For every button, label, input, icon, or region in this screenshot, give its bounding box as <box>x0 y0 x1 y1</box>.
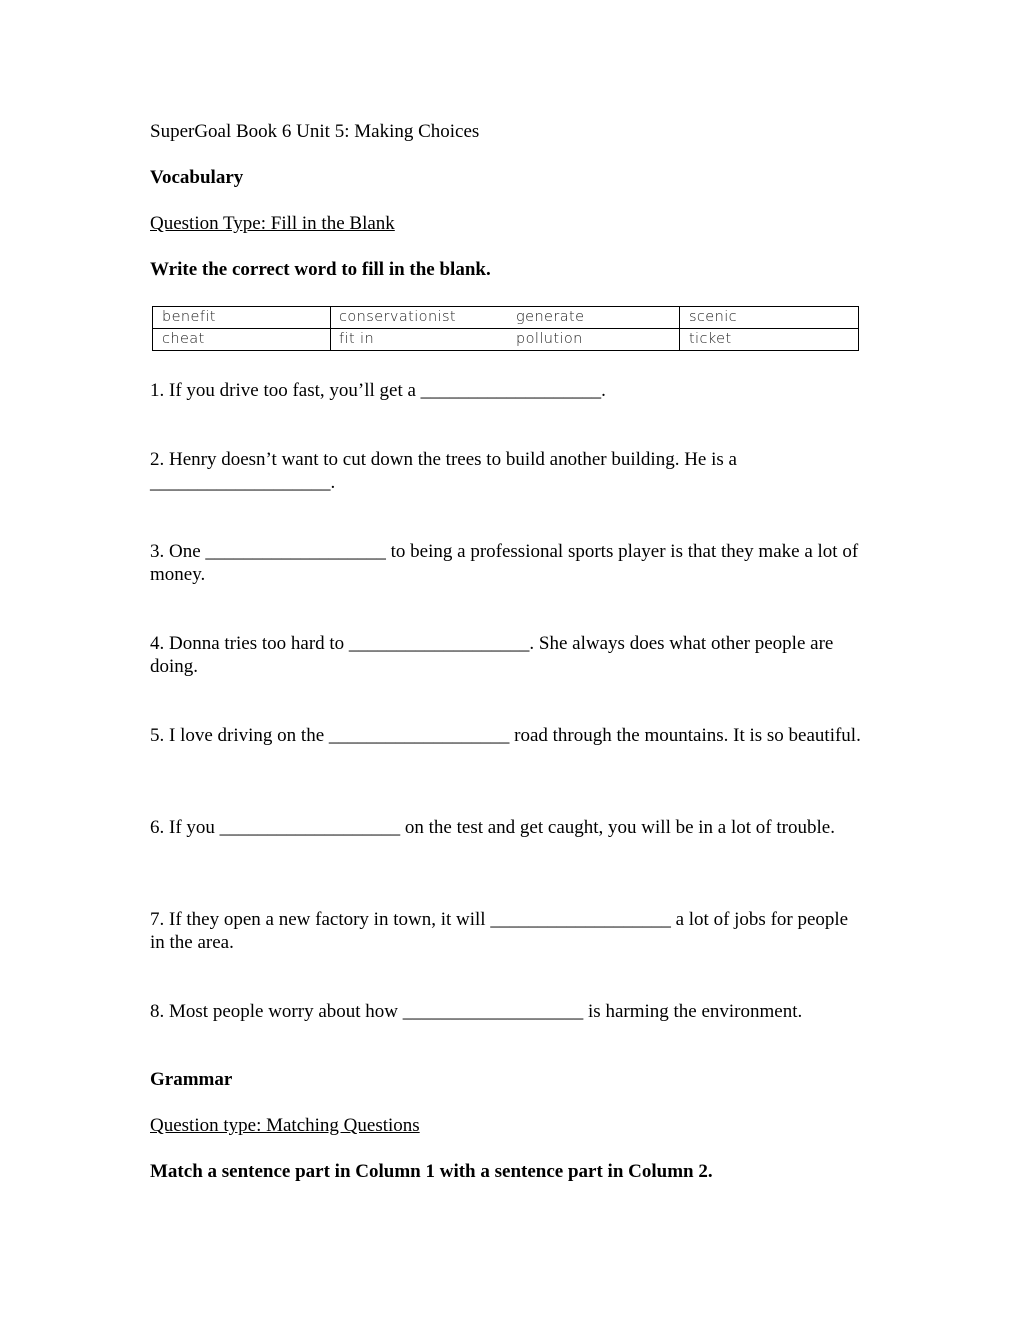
question-5: 5. I love driving on the ___________________ road through the mountains. It is so beautiful. <box>150 725 861 746</box>
question-2: 2. Henry doesn’t want to cut down the trees to build another building. He is a ___________________. <box>150 449 737 493</box>
question-3: 3. One ___________________ to being a professional sports player is that they make a lot of money. <box>150 541 859 585</box>
word-bank-cell-pair <box>331 307 680 329</box>
question-7: 7. If they open a new factory in town, it will ___________________ a lot of jobs for people in the area. <box>150 909 849 953</box>
grammar-question-type: Question type: Matching Questions <box>150 1115 420 1136</box>
word-bank-cell-pair <box>331 329 680 351</box>
word-bank-cell: ticket <box>679 329 858 351</box>
question-6: 6. If you ___________________ on the test and get caught, you will be in a lot of trouble. <box>150 817 835 838</box>
word-bank-cell: conservationist <box>339 309 456 325</box>
word-bank-cell: scenic <box>679 307 858 329</box>
question-4: 4. Donna tries too hard to ___________________. She always does what other people are doing. <box>150 633 834 677</box>
question-8: 8. Most people worry about how ___________________ is harming the environment. <box>150 1001 803 1022</box>
word-bank-row <box>153 307 859 329</box>
word-bank-cell: generate <box>516 309 585 325</box>
document-title: SuperGoal Book 6 Unit 5: Making Choices <box>150 121 480 142</box>
word-bank-cell: pollution <box>516 331 583 347</box>
question-1: 1. If you drive too fast, you’ll get a ___________________. <box>150 380 606 401</box>
word-bank-cell: cheat <box>153 329 331 351</box>
word-bank-table <box>152 306 859 351</box>
word-bank-row <box>153 329 859 351</box>
vocabulary-heading: Vocabulary <box>150 167 244 188</box>
word-bank-cell: fit in <box>339 331 375 347</box>
vocabulary-instruction: Write the correct word to fill in the blank. <box>150 259 491 280</box>
vocabulary-question-type: Question Type: Fill in the Blank <box>150 213 395 234</box>
grammar-instruction: Match a sentence part in Column 1 with a sentence part in Column 2. <box>150 1161 713 1182</box>
word-bank-cell: benefit <box>153 307 331 329</box>
grammar-heading: Grammar <box>150 1069 233 1090</box>
